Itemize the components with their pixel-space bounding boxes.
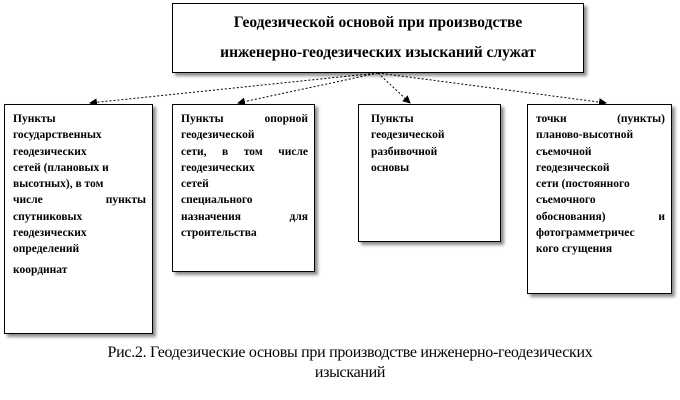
node-text-line: строительства bbox=[181, 227, 257, 240]
node-reference-geodetic-network-points bbox=[172, 104, 315, 272]
node-text-line: Пункты опорной bbox=[181, 113, 308, 125]
node-text-line: геодезической bbox=[181, 129, 255, 142]
arrow-to-box-3 bbox=[378, 73, 410, 103]
figure-caption-line-2: изысканий bbox=[314, 364, 386, 381]
node-text-line: съемочного bbox=[536, 194, 596, 207]
figure-caption bbox=[20, 343, 680, 383]
node-text-line: съемочной bbox=[536, 145, 592, 158]
arrow-to-box-4 bbox=[378, 73, 606, 103]
node-text-line: высотных), в том bbox=[13, 178, 104, 191]
node-text-line: спутниковых bbox=[13, 210, 83, 223]
node-text-line: планово-высотной bbox=[536, 129, 634, 142]
root-title-line-1: Геодезической основой при производстве bbox=[233, 14, 523, 31]
node-layout-basis-points bbox=[358, 104, 501, 242]
node-text-line: точки (пункты) bbox=[536, 113, 665, 125]
root-title bbox=[220, 8, 536, 68]
node-text-line: Пункты bbox=[371, 113, 414, 125]
node-text-line: специального bbox=[181, 194, 253, 207]
node-survey-network-points bbox=[527, 104, 672, 294]
node-text-line: геодезической bbox=[536, 161, 610, 174]
node-text-line: координат bbox=[13, 263, 68, 276]
node-text-line: обоснования) и bbox=[536, 210, 665, 223]
root-box bbox=[172, 3, 584, 73]
arrow-to-box-1 bbox=[90, 73, 378, 103]
node-text-line: геодезических bbox=[181, 161, 255, 174]
node-text-line: назначения для bbox=[181, 210, 308, 223]
node-text-line: сети, в том числе bbox=[181, 145, 308, 158]
node-text-line: сетей bbox=[181, 178, 209, 191]
node-text-line: определений bbox=[13, 243, 80, 256]
node-text-line: кого сгущения bbox=[536, 243, 613, 256]
root-title-line-2: инженерно-геодезических изысканий служат bbox=[220, 44, 536, 61]
node-text-line: геодезических bbox=[13, 145, 87, 158]
node-text-line: геодезической bbox=[371, 129, 445, 142]
node-text-line: числе пункты bbox=[13, 194, 146, 207]
node-text-line: Пункты bbox=[13, 113, 56, 125]
node-text-line: разбивочной bbox=[371, 145, 438, 158]
figure-caption-line-1: Рис.2. Геодезические основы при производстве инженерно-геодезических bbox=[107, 344, 593, 361]
node-text-line: основы bbox=[371, 161, 410, 174]
node-state-geodetic-network-points bbox=[4, 104, 153, 334]
node-text-line: геодезических bbox=[13, 227, 87, 240]
arrow-to-box-2 bbox=[238, 73, 378, 103]
node-text-line: сетей (плановых и bbox=[13, 161, 109, 174]
node-text-line: сети (постоянного bbox=[536, 178, 630, 191]
node-text-line: фотограмметричес bbox=[536, 227, 635, 240]
node-text-line: государственных bbox=[13, 129, 102, 142]
